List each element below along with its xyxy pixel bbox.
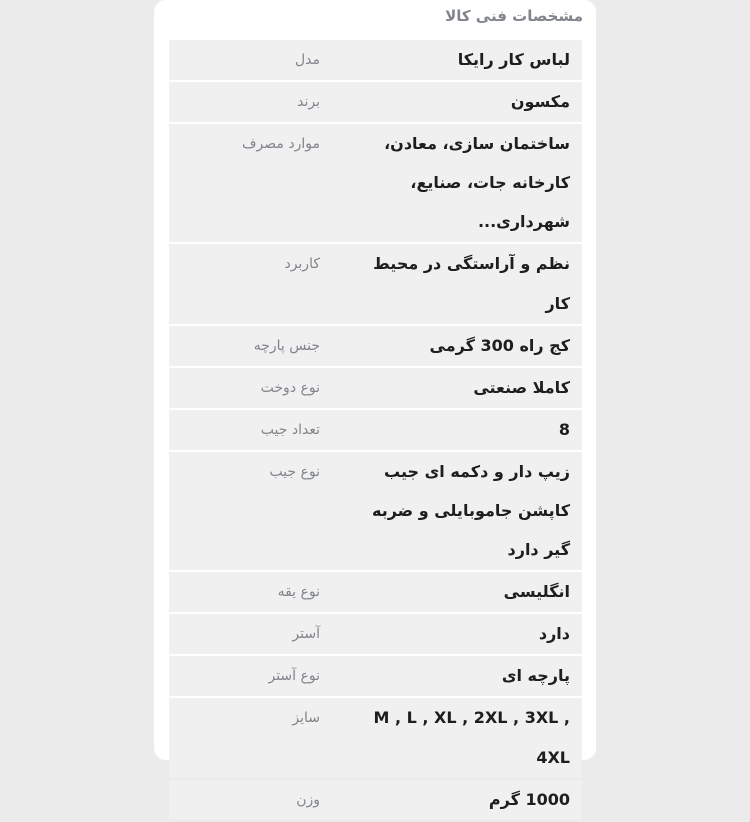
- spec-value: زیپ دار و دکمه ای جیب کاپشن جاموبایلی و ضربه گیر دارد: [332, 452, 582, 570]
- spec-label: سایز: [169, 698, 332, 778]
- spec-row-pocket-type: [167, 452, 582, 570]
- spec-label: موارد مصرف: [169, 124, 332, 242]
- spec-row-pocket-count: [167, 410, 582, 450]
- spec-value: مکسون: [332, 82, 582, 122]
- spec-value: کج راه 300 گرمی: [332, 326, 582, 366]
- spec-value: لباس کار رایکا: [332, 40, 582, 80]
- section-title: مشخصات فنی کالا: [445, 7, 583, 25]
- spec-row-lining-type: [167, 656, 582, 696]
- spec-label: مدل: [169, 40, 332, 80]
- spec-value: کاملا صنعتی: [332, 368, 582, 408]
- spec-row-weight: [167, 780, 582, 820]
- spec-row-fabric: [167, 326, 582, 366]
- spec-value: M , L , XL , 2XL , 3XL , 4XL: [332, 698, 582, 778]
- spec-row-brand: [167, 82, 582, 122]
- specs-card: [154, 0, 596, 809]
- spec-value: ساختمان سازی، معادن، کارخانه جات، صنایع، شهرداری...: [332, 124, 582, 242]
- spec-row-collar: [167, 572, 582, 612]
- spec-label: نوع جیب: [169, 452, 332, 570]
- spec-label: تعداد جیب: [169, 410, 332, 450]
- spec-label: وزن: [169, 780, 332, 820]
- spec-label: آستر: [169, 614, 332, 654]
- spec-row-usage: [167, 124, 582, 242]
- spec-row-model: [167, 40, 582, 80]
- spec-label: جنس پارچه: [169, 326, 332, 366]
- spec-label: کاربرد: [169, 244, 332, 324]
- spec-row-size: [167, 698, 582, 778]
- spec-value: دارد: [332, 614, 582, 654]
- spec-label: نوع یقه: [169, 572, 332, 612]
- spec-value: نظم و آراستگی در محیط کار: [332, 244, 582, 324]
- spec-label: نوع دوخت: [169, 368, 332, 408]
- spec-value: پارچه ای: [332, 656, 582, 696]
- spec-label: برند: [169, 82, 332, 122]
- specs-table: [167, 40, 582, 822]
- spec-row-application: [167, 244, 582, 324]
- spec-label: نوع آستر: [169, 656, 332, 696]
- spec-value: 8: [332, 410, 582, 450]
- spec-row-stitching: [167, 368, 582, 408]
- spec-value: انگلیسی: [332, 572, 582, 612]
- spec-value: 1000 گرم: [332, 780, 582, 820]
- spec-row-lining: [167, 614, 582, 654]
